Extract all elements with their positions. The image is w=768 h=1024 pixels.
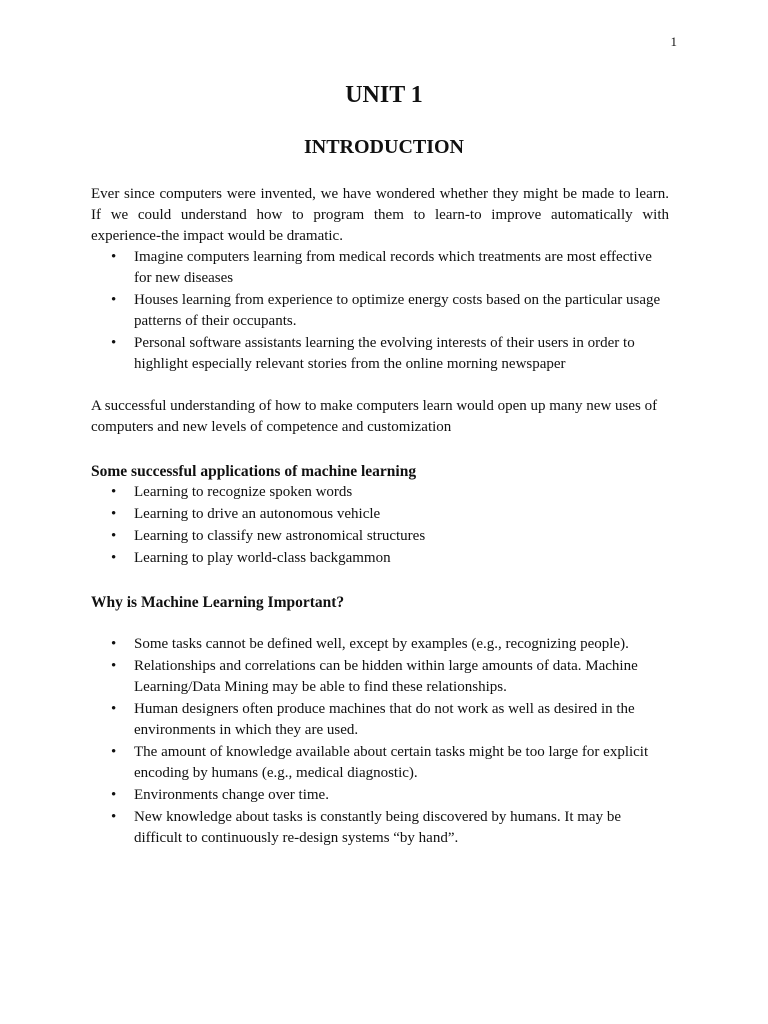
- list-item-text: Houses learning from experience to optimize energy costs based on the particular usage patterns of their occupants.: [134, 292, 661, 329]
- bullet-icon: •: [111, 550, 117, 566]
- applications-heading: Some successful applications of machine learning: [91, 463, 417, 480]
- document-body: [91, 184, 669, 850]
- second-paragraph: A successful understanding of how to make computers learn would open up many new uses of computers and new levels of competence and customization: [91, 398, 658, 435]
- bullet-icon: •: [111, 335, 117, 351]
- list-item: [91, 504, 669, 525]
- bullet-icon: •: [111, 787, 117, 803]
- list-item-text: Environments change over time.: [134, 787, 329, 803]
- list-item-text: Personal software assistants learning the evolving interests of their users in order to highlight especially relevant stories from the online morning newspaper: [134, 335, 635, 372]
- list-item-text: New knowledge about tasks is constantly being discovered by humans. It may be difficult to continuously re-design systems “by hand”.: [134, 809, 621, 846]
- bullet-icon: •: [111, 484, 117, 500]
- bullet-icon: •: [111, 701, 117, 717]
- list-item-text: Human designers often produce machines that do not work as well as desired in the environments in which they are used.: [134, 701, 635, 738]
- section-title: INTRODUCTION: [303, 136, 465, 158]
- unit-title: UNIT 1: [345, 82, 423, 108]
- list-item: [91, 742, 669, 784]
- bullet-icon: •: [111, 744, 117, 760]
- bullet-icon: •: [111, 249, 117, 265]
- list-item: [91, 290, 669, 332]
- list-item: [91, 656, 669, 698]
- list-item: [91, 526, 669, 547]
- list-item: [91, 333, 669, 375]
- list-item: [91, 807, 669, 849]
- intro-paragraph: Ever since computers were invented, we have wondered whether they might be made to learn. If we could understand how to program them to learn-to improve automatically with experience-the impact would be dramatic.: [91, 186, 669, 244]
- bullet-icon: •: [111, 658, 117, 674]
- list-item-text: Learning to classify new astronomical structures: [134, 528, 426, 544]
- list-item-text: Relationships and correlations can be hidden within large amounts of data. Machine Learning/Data Mining may be able to find these relationships.: [134, 658, 638, 695]
- list-item: [91, 482, 669, 503]
- list-item-text: The amount of knowledge available about certain tasks might be too large for explicit encoding by humans (e.g., medical diagnostic).: [134, 744, 649, 781]
- list-item: [91, 548, 669, 569]
- intro-bullet-list: [91, 247, 669, 375]
- list-item-text: Learning to recognize spoken words: [134, 484, 353, 500]
- list-item: [91, 785, 669, 806]
- list-item-text: Learning to play world-class backgammon: [134, 550, 391, 566]
- bullet-icon: •: [111, 809, 117, 825]
- importance-list: [91, 634, 669, 849]
- page-number: 1: [670, 34, 677, 49]
- list-item: [91, 634, 669, 655]
- list-item: [91, 247, 669, 289]
- bullet-icon: •: [111, 636, 117, 652]
- list-item-text: Learning to drive an autonomous vehicle: [134, 506, 381, 522]
- importance-heading: Why is Machine Learning Important?: [91, 594, 345, 611]
- bullet-icon: •: [111, 528, 117, 544]
- bullet-icon: •: [111, 506, 117, 522]
- list-item: [91, 699, 669, 741]
- list-item-text: Imagine computers learning from medical records which treatments are most effective for new diseases: [134, 249, 652, 286]
- bullet-icon: •: [111, 292, 117, 308]
- list-item-text: Some tasks cannot be defined well, except by examples (e.g., recognizing people).: [134, 636, 629, 652]
- applications-list: [91, 482, 669, 569]
